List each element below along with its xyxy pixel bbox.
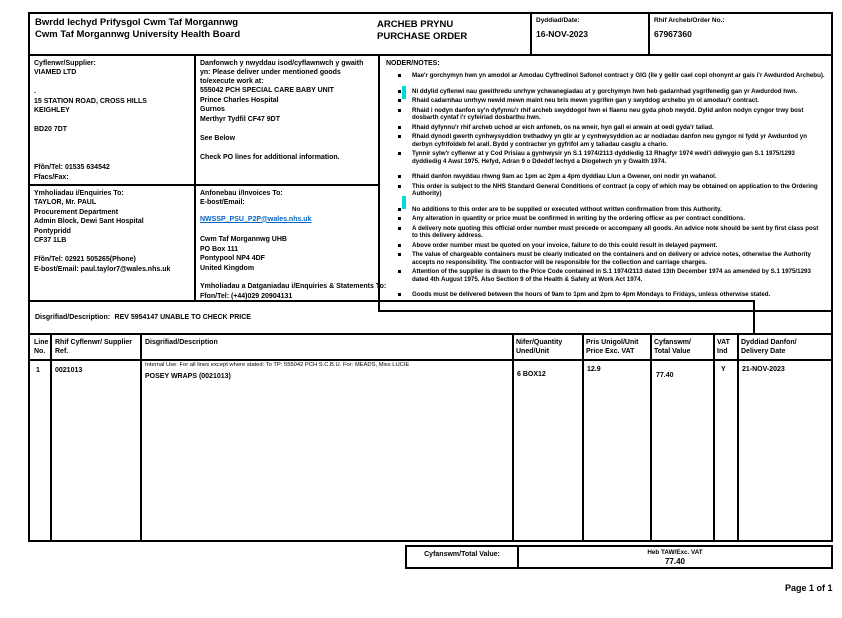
- deliver-to-label-line2: yn: Please deliver under mentioned goods: [200, 69, 341, 76]
- row-quantity: 6 BOX12: [517, 371, 546, 378]
- text-line: 15 STATION ROAD, CROSS HILLS: [34, 97, 147, 105]
- square-bullet-icon: [398, 99, 401, 102]
- row-description: [145, 362, 509, 381]
- header-row-divider: [30, 359, 831, 361]
- col-header-description: Disgrifiad/Description: [145, 339, 218, 346]
- invoices-address: [200, 226, 374, 274]
- note-bullet-text: Rhaid i nodyn danfon sy'n dyfynnu'r rhif archeb swyddogol hwn ei flaenu neu gyda phob nwydd. Dylid anfon nodyn cyngor trwy bost dosbarth cyntaf i'r cyfeiriad dosbarthu hwn.: [412, 106, 804, 121]
- note-bullet-text: Attention of the supplier is drawn to the Price Code contained in S.1 1974/2113 dated 13th December 1974 as amended by S.1 1975/1293 dated 4th August 1975. Also Section 9 of the Health & Safety at Work Act 1974.: [412, 268, 811, 283]
- text-line: VIAMED LTD: [34, 69, 77, 76]
- col-header-vat-ind: VAT Ind: [717, 339, 730, 355]
- row-unit-price: 12.9: [587, 366, 601, 373]
- text-line: [34, 144, 190, 154]
- col-header-supplier-ref: Rhif Cyflenwr/ Supplier Ref.: [55, 339, 133, 355]
- col-header-unit-price: Pris Unigol/Unit Price Exc. VAT: [586, 339, 639, 355]
- text-line: [34, 154, 190, 164]
- date-cell: [530, 12, 650, 56]
- note-bullet: [386, 133, 825, 148]
- text-line: [34, 116, 190, 126]
- enquiries-label: Ymholiadau i/Enquiries To:: [34, 190, 124, 197]
- order-number-cell: [648, 12, 833, 56]
- text-line: Check PO lines for additional information.: [200, 153, 340, 161]
- note-bullet-text: A delivery note quoting this official order number must precede or accompany all goods. An advice note should be sent by first class post to this delivery address.: [412, 224, 819, 239]
- row-vat-ind: Y: [721, 366, 726, 373]
- text-line: 555042 PCH SPECIAL CARE BABY UNIT: [200, 87, 334, 94]
- square-bullet-icon: [398, 74, 401, 77]
- cyan-cursor-marker: [402, 86, 406, 99]
- note-bullet-text: The value of chargeable containers must be clearly indicated on the containers and on delivery or advice notes, otherwise the Authority accepts no responsibility. The contractor will be responsible for the collection and carriage charges.: [412, 251, 811, 266]
- note-bullet: [386, 242, 825, 250]
- statements-phone: Ffon/Tel: (+44)029 20904131: [200, 292, 293, 300]
- square-bullet-icon: [398, 217, 401, 220]
- notes-cell: [378, 54, 833, 312]
- text-line: Ffacs/Fax:: [34, 173, 69, 181]
- note-bullet: [386, 225, 825, 240]
- invoices-email-link[interactable]: NWSSP_PSU_P2P@wales.nhs.uk: [200, 215, 312, 223]
- note-bullet: [386, 268, 825, 283]
- text-line: United Kingdom: [200, 264, 255, 272]
- row-supplier-ref: 0021013: [55, 367, 83, 374]
- note-bullet-text: No additions to this order are to be supplied or executed without written confirmation from this Authority.: [412, 205, 722, 213]
- text-line: CF37 1LB: [34, 237, 67, 244]
- square-bullet-icon: [398, 175, 401, 178]
- notes-title: NODER/NOTES:: [386, 60, 440, 67]
- text-line: [34, 78, 190, 88]
- text-line: [200, 143, 374, 153]
- description-band-label: Disgrifiad/Description:: [35, 314, 111, 321]
- note-bullet-text: Tynnir sylw'r cyflenwr at y Cod Prisiau a gynhwysir yn S.1 1974/2113 dyddiedig 13 Rhagfyr 1974 wedi'i ddiwygio gan S.1 1975/1293 dyddiedig 4 Awst 1975. Hefyd, Adran 9 o Ddeddf Iechyd a Diogelwch yn y Gwaith 1974.: [412, 150, 795, 165]
- description-band-spacer: [753, 310, 833, 335]
- line-items-table: [28, 333, 833, 542]
- col-header-total-value: Cyfanswm/ Total Value: [654, 339, 691, 355]
- text-line: BD20 7DT: [34, 126, 68, 133]
- square-bullet-icon: [398, 293, 401, 296]
- note-bullet: [386, 215, 825, 223]
- note-bullet: [386, 88, 825, 96]
- invoices-cell: [194, 184, 387, 302]
- text-line: See Below: [200, 134, 236, 142]
- description-band: [28, 300, 755, 335]
- note-bullet-text: Any alteration in quantity or price must be confirmed in writing by the ordering officer as per contract conditions.: [412, 215, 746, 222]
- text-line: .: [34, 88, 36, 95]
- square-bullet-icon: [398, 270, 401, 273]
- totals-value-cell: [519, 549, 831, 567]
- note-bullet: [386, 150, 825, 165]
- document-title: [377, 19, 467, 43]
- note-bullet-text: Goods must be delivered between the hours of 9am to 1pm and 2pm to 4pm Mondays to Fridays, unless otherwise stated.: [412, 291, 771, 298]
- note-bullet-text: This order is subject to the NHS Standard General Conditions of contract (a copy of which may be obtained on application to the Ordering Authority): [412, 182, 818, 197]
- row-description-main: POSEY WRAPS (0021013): [145, 373, 231, 380]
- description-band-value: REV 5954147 UNABLE TO CHECK PRICE: [114, 314, 251, 321]
- text-line: Pontypridd: [34, 227, 71, 235]
- column-divider: [140, 335, 142, 540]
- col-header-line-no: Line No.: [34, 339, 49, 355]
- date-value: 16-NOV-2023: [536, 29, 588, 39]
- supplier-label: Cyflenwr/Supplier:: [34, 60, 96, 67]
- org-name-line2: Cwm Taf Morgannwg University Health Board: [35, 29, 241, 40]
- note-bullet: [386, 97, 825, 105]
- text-line: [200, 226, 374, 236]
- text-line: [34, 246, 190, 256]
- note-bullet: [386, 206, 825, 214]
- text-line: Ffôn/Tel: 01535 634542: [34, 164, 110, 171]
- text-line: Cwm Taf Morgannwg UHB: [200, 236, 287, 243]
- totals-vat-note: Heb TAW/Exc. VAT: [647, 549, 703, 556]
- square-bullet-icon: [398, 208, 401, 211]
- text-line: [34, 135, 190, 145]
- org-name: [35, 17, 240, 41]
- date-label: Dyddiad/Date:: [536, 17, 580, 24]
- column-divider: [582, 335, 584, 540]
- note-bullet: [386, 72, 825, 80]
- invoices-email-label: E-bost/Email:: [200, 199, 245, 206]
- document-title-line2: PURCHASE ORDER: [377, 31, 468, 42]
- note-bullet-text: Rhaid danfon nwyddau rhwng 9am ac 1pm ac 2pm a 4pm dyddiau Llun a Gwener, oni nodir yn wahanol.: [412, 173, 717, 180]
- enquiries-cell: [28, 184, 196, 302]
- note-bullet-text: Above order number must be quoted on your invoice, failure to do this could result in delayed payment.: [412, 241, 718, 249]
- col-header-delivery-date: Dyddiad Danfon/ Delivery Date: [741, 339, 797, 355]
- note-bullet: [386, 183, 825, 198]
- note-bullet: [386, 124, 825, 132]
- square-bullet-icon: [398, 152, 401, 155]
- square-bullet-icon: [398, 227, 401, 230]
- note-bullet-text: Ni ddylid cyflenwi nau gweithredu unrhyw ychwanegiadau at y gorchymyn hwn heb gadarnhad ysgrifenedig gan yr Awdurdod hwn.: [412, 87, 798, 95]
- supplier-address: [34, 68, 190, 182]
- text-line: TAYLOR, Mr. PAUL: [34, 199, 97, 206]
- square-bullet-icon: [398, 253, 401, 256]
- deliver-to-label-line3: to/execute work at:: [200, 78, 264, 85]
- note-bullet-text: Mae'r gorchymyn hwn yn amodol ar Amodau Cyffredinol Safonol contract y GIG (lle y gellir cael copi ohonynt ar gais i'r Awdurdod Archebu).: [412, 72, 825, 79]
- text-line: Admin Block, Dewi Sant Hospital: [34, 218, 144, 225]
- statements-label: Ymholiadau a Datganiadau i/Enquiries & Statements To:: [200, 283, 387, 290]
- col-header-quantity: Nifer/Quantity Uned/Unit: [516, 339, 563, 355]
- deliver-to-address: [200, 86, 374, 162]
- row-description-internal: Internal Use: For all lines except where stated: To TP: 555042 PCH S.C.B.U. For: MEADS, Miss LUCIE: [145, 362, 410, 368]
- square-bullet-icon: [398, 244, 401, 247]
- text-line: Merthyr Tydfil CF47 9DT: [200, 115, 280, 123]
- order-number-label: Rhif Archeb/Order No.:: [654, 17, 725, 24]
- totals-value: 77.40: [664, 557, 686, 566]
- text-line: [200, 124, 374, 134]
- note-bullet-text: Rhaid cadarnhau unrhyw newid mewn maint neu bris mewn ysgrifen gan y swyddog archebu yn ol amodau'r contract.: [412, 97, 760, 104]
- column-divider: [50, 335, 52, 540]
- note-bullet: [386, 291, 825, 299]
- row-total-value: 77.40: [656, 372, 674, 379]
- column-divider: [512, 335, 514, 540]
- note-bullet-text: Rhaid dyfynnu'r rhif archeb uchod ar eich anfoneb, os na wneir, hyn gall ei arwain at oedi gyda'r taliad.: [412, 123, 714, 131]
- totals-box: [405, 545, 833, 569]
- text-line: KEIGHLEY: [34, 107, 70, 114]
- column-divider: [713, 335, 715, 540]
- square-bullet-icon: [398, 185, 401, 188]
- square-bullet-icon: [398, 135, 401, 138]
- totals-label: Cyfanswm/Total Value:: [424, 551, 500, 558]
- deliver-to-label-line1: Danfonwch y nwyddau isod/cyflawnwch y gwaith: [200, 60, 364, 67]
- notes-bullet-list: [386, 72, 825, 299]
- enquiries-address: [34, 198, 190, 274]
- text-line: Gurnos: [200, 106, 225, 113]
- note-bullet: [386, 173, 825, 181]
- text-line: Procurement Department: [34, 208, 119, 216]
- square-bullet-icon: [398, 90, 401, 93]
- supplier-cell: [28, 54, 196, 186]
- square-bullet-icon: [398, 126, 401, 129]
- text-line: Prince Charles Hospital: [200, 96, 279, 104]
- invoices-label: Anfonebau i/Invoices To:: [200, 190, 283, 197]
- deliver-to-cell: [194, 54, 380, 186]
- text-line: E-bost/Email: paul.taylor7@wales.nhs.uk: [34, 265, 171, 273]
- note-bullet-text: Rhaid dynodi gwerth cynhwysyddion trethadwy yn glir ar y cynhwysyddion ac ar nodiadau danfon neu gyngor ni fydd yr Awdurdod yn derbyn cyfrifoldeb fel arall. Bydd y contractwr yn gyfrifol am y taliadau casglu a chario.: [412, 133, 808, 148]
- column-divider: [737, 335, 739, 540]
- text-line: PO Box 111: [200, 245, 239, 253]
- text-line: Pontypool NP4 4DF: [200, 255, 265, 262]
- document-title-line1: ARCHEB PRYNU: [377, 19, 454, 30]
- row-delivery-date: 21-NOV-2023: [742, 366, 785, 373]
- order-number-value: 67967360: [654, 29, 692, 39]
- column-divider: [650, 335, 652, 540]
- org-name-line1: Bwrdd Iechyd Prifysgol Cwm Taf Morgannwg: [35, 17, 239, 28]
- note-bullet: [386, 251, 825, 266]
- cyan-cursor-marker: [402, 196, 406, 209]
- note-bullet: [386, 107, 825, 122]
- square-bullet-icon: [398, 109, 401, 112]
- row-line-no: 1: [36, 367, 40, 374]
- page-number: Page 1 of 1: [785, 583, 833, 593]
- text-line: Ffôn/Tel: 02921 505265(Phone): [34, 256, 136, 263]
